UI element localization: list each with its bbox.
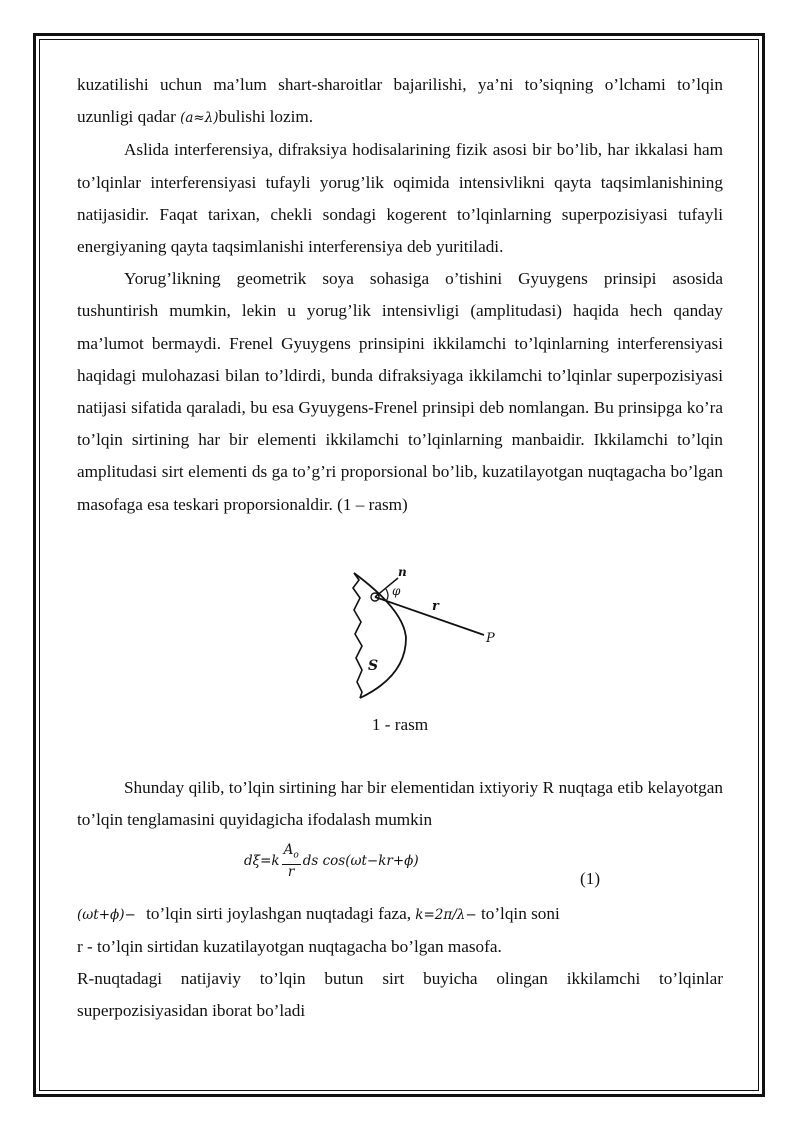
math-phase: (ωt+ϕ)−: [77, 907, 136, 923]
ray-to-p: [375, 597, 484, 635]
paragraph-1: kuzatilishi uchun ma’lum shart-sharoitlar bajarilishi, ya’ni to’siqning o’lchami to’lqin uzunligi qadar (a≈λ)bulishi lozim.: [77, 75, 723, 127]
fraction: $\frac{A_o}{r}$: [283, 842, 299, 880]
surface-left-edge: [353, 573, 362, 698]
paragraph-5: R-nuqtadagi natijaviy to’lqin butun sirt buyicha olingan ikkilamchi to’lqinlar superpozisiyasidan iborat bo’ladi: [77, 969, 723, 1021]
math-a-approx-lambda: (a≈λ): [180, 110, 219, 127]
figure-caption: 1 - rasm: [371, 715, 429, 734]
label-p: P: [486, 631, 495, 646]
equation-1: dξ=k $\frac{A_o}{r}$ ds cos(ωt−kr+ϕ): [244, 842, 419, 880]
text-block-bottom: [77, 931, 723, 1028]
definition-r: r - to’lqin sirtidan kuzatilayotgan nuqtagacha bo’lgan masofa.: [77, 937, 502, 956]
paragraph-3: Yorug’likning geometrik soya sohasiga o’tishini Gyuygens prinsipi asosida tushuntirish mumkin, lekin u yorug’lik intensivligi (amplitudasi) haqida hech qanday ma’lumot bermaydi. Frenel Gyuygens prinsipini ikkilamchi to’lqinlarning interferensiyasi haqidagi mulohazasi bilan to’ldirdi, bunda difraksiyaga ikkilamchi to’lqinlar superpozisiyasi natijasi sifatida qaraladi, bu esa Gyuygens-Frenel prinsipi deb nomlangan. Bu prinsipga ko’ra to’lqin sirtining har bir elementi ikkilamchi to’lqinlarning manbaidir. Ikkilamchi to’lqin amplitudasi sirt elementi ds ga to’g’ri proporsional bo’lib, kuzatilayotgan nuqtagacha bo’lgan masofaga esa teskari proporsionaldir. (1 – rasm): [77, 269, 723, 514]
equation-number: (1): [580, 869, 601, 888]
paragraph-2: Aslida interferensiya, difraksiya hodisalarining fizik asosi bir bo’lib, har ikkalasi ham to’lqinlar interferensiyasi tufayli yorug’lik oqimida intensivlikni qayta taqsimlanishining natijasidir. Faqat tarixan, chekli sondagi kogerent to’lqinlarning superpozisiyasi tufayli energiyaning qayta taqsimlanishi interferensiya deb yuritiladi.: [77, 140, 723, 257]
text-block-middle: [77, 772, 723, 836]
label-phi: φ: [392, 584, 401, 598]
text-block-top: [77, 69, 723, 521]
label-s: S: [368, 658, 379, 674]
label-r: r: [432, 599, 439, 614]
definition-phase: (ωt+ϕ)− to’lqin sirti joylashgan nuqtadagi faza, k=2π/λ− to’lqin soni: [77, 904, 560, 923]
label-n: n: [398, 565, 407, 579]
math-wavenumber: k=2π/λ−: [415, 907, 477, 923]
angle-arc: [386, 589, 388, 601]
figure-wavefront-diagram: [340, 558, 520, 708]
paragraph-4: Shunday qilib, to’lqin sirtining har bir elementidan ixtiyoriy R nuqtaga etib kelayotgan to’lqin tenglamasini quyidagicha ifodalash mumkin: [77, 778, 723, 830]
